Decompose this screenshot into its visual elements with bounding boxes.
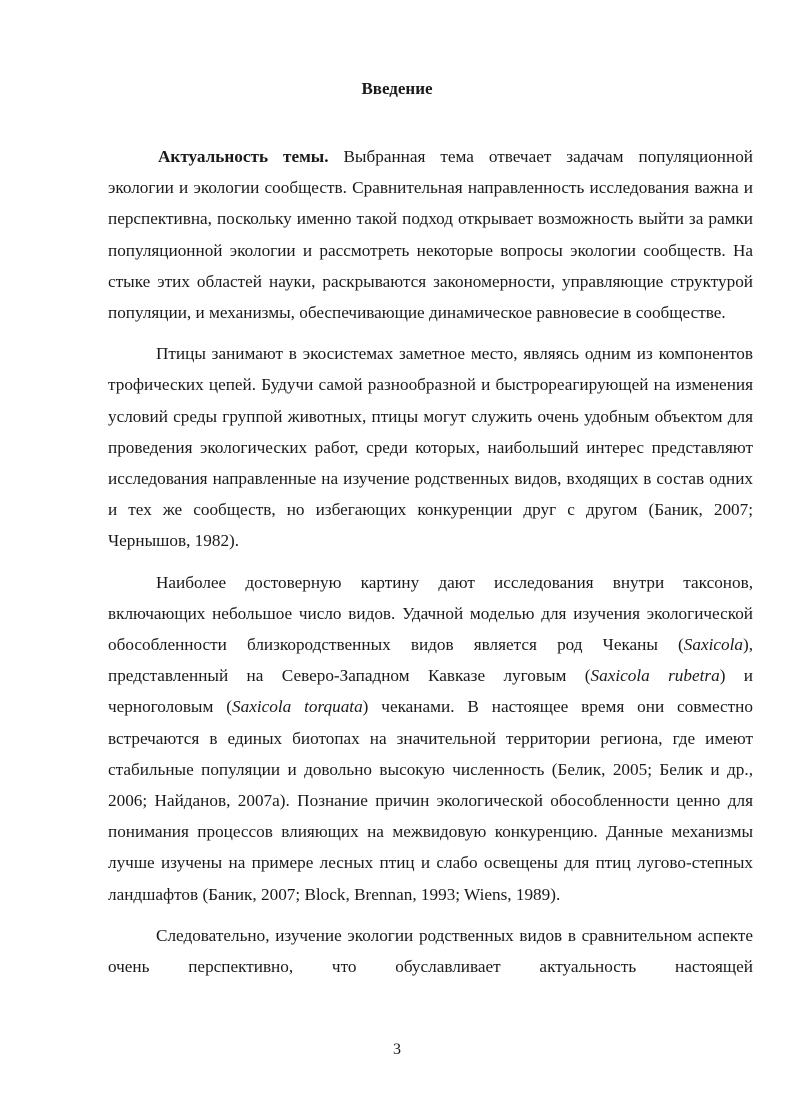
species-name-torquata: Saxicola torquata (232, 697, 363, 717)
paragraph-relevance (108, 141, 753, 328)
relevance-heading: Актуальность темы. (158, 147, 329, 166)
taxa-text-d: ) чеканами. В настоящее время они совместно встречаются в единых биотопах на значительной территории региона, где имеют стабильные популяции и довольно высокую численность (Белик, 2005; Белик и др., 2006; Найданов, 2007а). Познание причин экологической обособленности ценно для понимания процессов влияющих на межвидовую конкуренцию. Данные механизмы лучше изучены на примере лесных птиц и слабо освещены для птиц лугово-степных ландшафтов (Баник, 2007; Block, Brennan, 1993; Wiens, 1989). (108, 697, 753, 904)
taxa-text-c: ) и черноголовым ( (108, 666, 754, 717)
page-title: Введение (361, 79, 433, 98)
page-number: 3 (393, 1041, 401, 1058)
species-name-rubetra: Saxicola rubetra (590, 666, 720, 686)
paragraph-conclusion: Следовательно, изучение экологии родственных видов в сравнительном аспекте очень перспективно, что обуславливает актуальность настоящей (108, 925, 753, 977)
paragraph-taxa (108, 567, 753, 910)
paragraph-birds: Птицы занимают в экосистемах заметное место, являясь одним из компонентов трофических цепей. Будучи самой разнообразной и быстрореагирующей на изменения условий среды группой животных, птицы могут служить очень удобным объектом для проведения экологических работ, среди которых, наибольший интерес представляют исследования направленные на изучение родственных видов, входящих в состав одних и тех же сообществ, но избегающих конкуренции друг с другом (Баник, 2007; Чернышов, 1982). (108, 344, 753, 551)
taxa-text-a: Наиболее достоверную картину дают исследования внутри таксонов, включающих небольшое число видов. Удачной моделью для изучения экологической обособленности близкородственных видов является род Чеканы ( (108, 572, 753, 655)
genus-name: Saxicola (683, 635, 743, 655)
taxa-text-b: ), представленный на Северо-Западном Кавказе луговым ( (108, 635, 753, 686)
body-text (108, 141, 753, 982)
relevance-text: Выбранная тема отвечает задачам популяционной экологии и экологии сообществ. Сравнительная направленность исследования важна и перспективна, поскольку именно такой подход открывает возможность выйти за рамки популяционной экологии и рассмотреть некоторые вопросы экологии сообществ. На стыке этих областей науки, раскрываются закономерности, управляющие структурой популяции, и механизмы, обеспечивающие динамическое равновесие в сообществе. (108, 147, 753, 323)
